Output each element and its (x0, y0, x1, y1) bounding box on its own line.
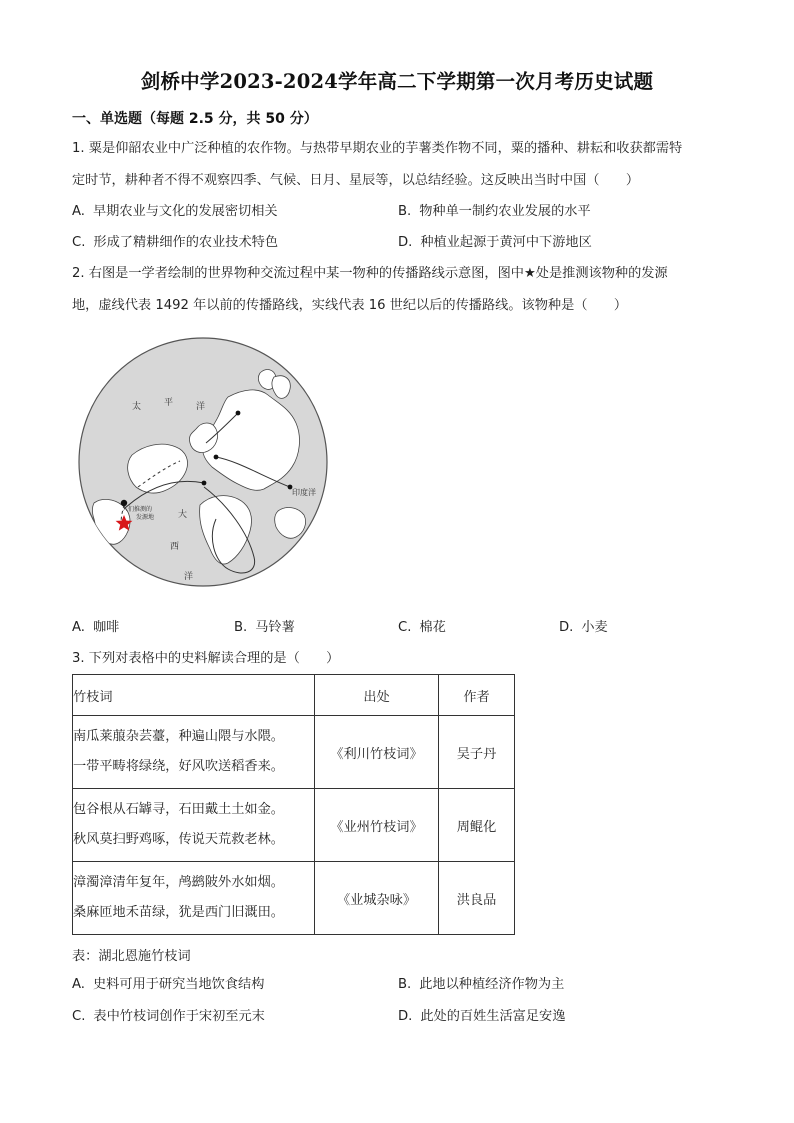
table-cell-author: 周鲲化 (439, 789, 515, 862)
option-label: C. (72, 1009, 86, 1024)
option-text: 史料可用于研究当地饮食结构 (92, 977, 265, 992)
option-text: 早期农业与文化的发展密切相关 (92, 204, 278, 219)
q1-stem-line2: 定时节，耕种者不得不观察四季、气候、日月、星辰等，以总结经验。这反映出当时中国（ ） (72, 173, 640, 188)
table-cell-poem (73, 862, 315, 935)
label-indian-ocean: 印度洋 (292, 488, 316, 497)
option-text: 咖啡 (92, 620, 120, 635)
q1-option-d[interactable] (398, 234, 592, 252)
label-atlantic-1: 大 (178, 510, 188, 520)
table-header-row (73, 675, 515, 716)
option-text: 此处的百姓生活富足安逸 (420, 1009, 566, 1024)
table-cell-source: 《业城杂咏》 (315, 862, 439, 935)
table-header-poem: 竹枝词 (73, 675, 315, 716)
species-route-map (78, 337, 328, 587)
table-cell-source: 《利川竹枝词》 (315, 716, 439, 789)
poem-line: 南瓜莱菔杂芸薹，种遍山隈与水隈。 (73, 729, 284, 744)
q3-option-a[interactable] (72, 976, 264, 994)
label-atlantic-3: 洋 (184, 572, 194, 582)
option-label: A. (72, 620, 85, 635)
section-heading: 一、单选题（每题 2.5 分，共 50 分） (72, 111, 318, 127)
source-table (72, 674, 515, 935)
route-node (214, 455, 219, 460)
q1-stem-line1: 1. 粟是仰韶农业中广泛种植的农作物。与热带早期农业的芋薯类作物不同，粟的播种、耕耘和收获都需特 (72, 141, 683, 156)
q2-stem-line1: 2. 右图是一学者绘制的世界物种交流过程中某一物种的传播路线示意图，图中★处是推测该物种的发源 (72, 266, 668, 281)
option-label: B. (398, 204, 412, 219)
table-row (73, 789, 515, 862)
option-text: 小麦 (581, 620, 608, 635)
table-cell-source: 《业州竹枝词》 (315, 789, 439, 862)
poem-line: 一带平畴将绿绕，好风吹送稻香来。 (73, 759, 284, 774)
option-text: 表中竹枝词创作于宋初至元末 (93, 1009, 265, 1024)
label-origin-2: 发源地 (136, 514, 155, 521)
poem-line: 桑麻匝地禾苗绿，犹是西门旧溉田。 (73, 905, 284, 920)
poem-line: 漳濁漳清年复年，鸬鹚陂外水如烟。 (73, 875, 284, 890)
option-text: 物种单一制约农业发展的水平 (419, 204, 591, 219)
option-text: 种植业起源于黄河中下游地区 (420, 235, 592, 250)
q2-stem-line2: 地，虚线代表 1492 年以前的传播路线，实线代表 16 世纪以后的传播路线。该物种是（ ） (72, 298, 628, 313)
exam-title: 剑桥中学2023-2024学年高二下学期第一次月考历史试题 (140, 70, 654, 93)
q3-option-b[interactable] (398, 976, 564, 994)
option-label: B. (234, 620, 248, 635)
table-header-source: 出处 (315, 675, 439, 716)
q1-option-a[interactable] (72, 203, 278, 221)
route-node (236, 411, 241, 416)
option-text: 棉花 (419, 620, 446, 635)
table-cell-author: 洪良品 (439, 862, 515, 935)
label-atlantic-2: 西 (170, 542, 180, 552)
option-label: D. (398, 235, 413, 250)
q1-option-b[interactable] (398, 203, 591, 221)
option-text: 马铃薯 (255, 620, 295, 635)
q2-option-c[interactable] (398, 619, 446, 637)
table-note: 表：湖北恩施竹枝词 (72, 949, 191, 964)
label-pacific-1: 太 (132, 402, 142, 412)
q2-option-b[interactable] (234, 619, 295, 637)
q1-option-c[interactable] (72, 234, 278, 252)
option-label: D. (398, 1009, 413, 1024)
poem-line: 包谷根从石罅寻，石田戴土土如金。 (73, 802, 284, 817)
route-node (202, 481, 207, 486)
option-label: A. (72, 204, 85, 219)
option-text: 此地以种植经济作物为主 (419, 977, 565, 992)
table-row (73, 716, 515, 789)
q3-option-d[interactable] (398, 1008, 565, 1026)
option-label: C. (72, 235, 86, 250)
option-label: B. (398, 977, 412, 992)
table-cell-poem (73, 789, 315, 862)
q3-stem: 3. 下列对表格中的史料解读合理的是（ ） (72, 651, 340, 666)
label-pacific-2: 平 (164, 398, 174, 408)
table-cell-author: 吴子丹 (439, 716, 515, 789)
label-pacific-3: 洋 (196, 402, 206, 412)
table-cell-poem (73, 716, 315, 789)
table-row (73, 862, 515, 935)
table-header-author: 作者 (439, 675, 515, 716)
option-label: A. (72, 977, 85, 992)
q3-option-c[interactable] (72, 1008, 265, 1026)
poem-line: 秋风莫扫野鸡啄，传说天荒救老林。 (73, 832, 284, 847)
q2-option-d[interactable] (559, 619, 608, 637)
option-text: 形成了精耕细作的农业技术特色 (93, 235, 279, 250)
option-label: D. (559, 620, 574, 635)
option-label: C. (398, 620, 412, 635)
label-origin-1: 人们推测的 (122, 506, 153, 513)
q2-option-a[interactable] (72, 619, 119, 637)
